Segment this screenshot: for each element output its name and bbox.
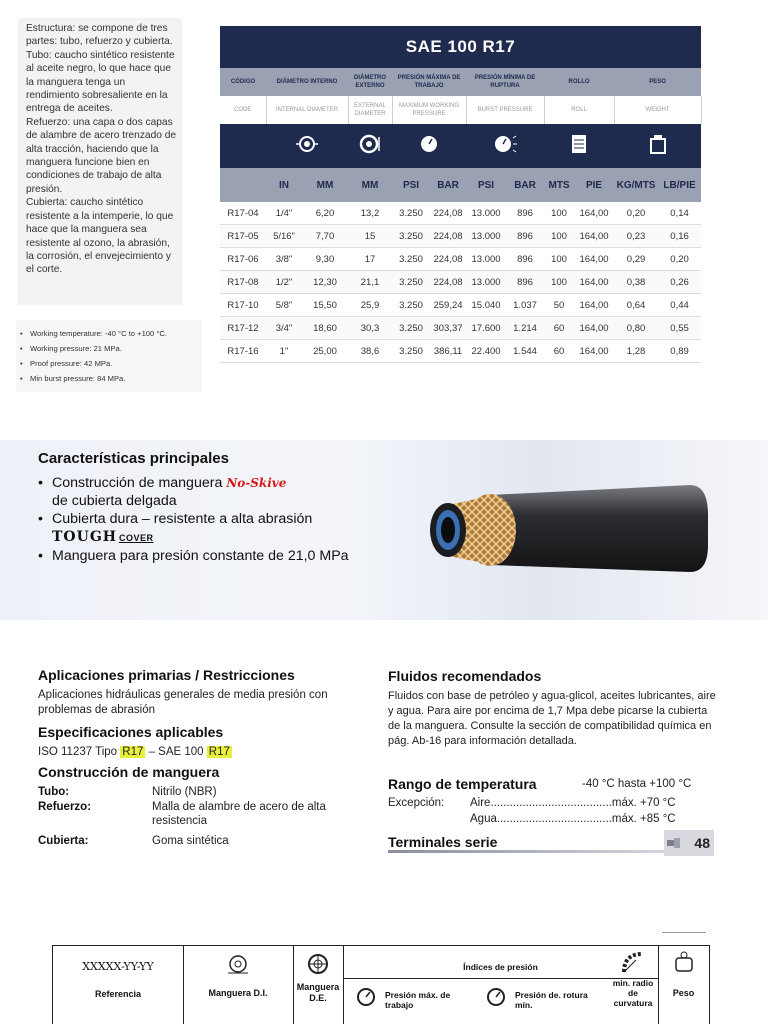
table-cell: 0,26 [658, 271, 701, 294]
table-cell: 60 [544, 317, 574, 340]
hose-od-icon [357, 133, 383, 155]
table-cell: R17-10 [220, 294, 266, 317]
temperature-title: Rango de temperatura [388, 776, 537, 792]
table-cell: 0,80 [614, 317, 658, 340]
unit-cell: MM [348, 168, 392, 202]
table-cell: R17-08 [220, 271, 266, 294]
table-cell: 3.250 [392, 271, 430, 294]
table-cell: 60 [544, 340, 574, 363]
unit-cell: PSI [392, 168, 430, 202]
table-cell: 1.214 [506, 317, 544, 340]
code-pattern: XXXXX-YY-YY [82, 960, 154, 973]
hose-id-column [183, 946, 294, 1024]
table-cell: 386,11 [430, 340, 466, 363]
table-cell: 0,23 [614, 225, 658, 248]
table-cell: 164,00 [574, 294, 614, 317]
header-row-en [220, 96, 701, 124]
table-row [220, 225, 701, 248]
table-cell: 13.000 [466, 225, 506, 248]
table-row [220, 248, 701, 271]
table-cell: 164,00 [574, 317, 614, 340]
unit-cell: BAR [506, 168, 544, 202]
table-cell: 5/8" [266, 294, 302, 317]
tough-cover-logo: TOUGH [52, 529, 118, 545]
table-cell: 896 [506, 202, 544, 225]
fluids-text: Fluidos con base de petróleo y agua-glicol, aceites lubricantes, aire y agua. Para aire por encima de 1,7 Mpa debe picarse la cubierta de la manguera. Consulte la sección de compatibilidad química en pág. Ab-16 para información detallada. [388, 690, 716, 747]
bend-radius-label: min. radio de curvatura [612, 978, 654, 1008]
hose-od-column [293, 946, 344, 1024]
table-row [220, 340, 701, 363]
ref-column [53, 946, 184, 1024]
table-row [220, 271, 701, 294]
construction-value-cover: Goma sintética [152, 835, 229, 847]
unit-cell: KG/MTS [614, 168, 658, 202]
feature-item [38, 547, 349, 565]
hose-id-icon [226, 952, 250, 976]
table-cell: 3/8" [266, 248, 302, 271]
table-cell: 164,00 [574, 340, 614, 363]
header-external-diameter: DIÁMETRO EXTERNO [348, 68, 392, 96]
construction-title: Construcción de manguera [38, 764, 220, 780]
burst-gauge-icon [492, 133, 518, 155]
temperature-exception-water: Agua....................................máx. +85 °C [470, 813, 676, 825]
terminals-series-number: 48 [694, 835, 710, 851]
unit-cell: PIE [574, 168, 614, 202]
table-cell: 6,20 [302, 202, 348, 225]
construction-label-reinforcement: Refuerzo: [38, 801, 92, 813]
header-burst-pressure-en: BURST PRESSURE [466, 96, 544, 124]
table-cell: 15 [348, 225, 392, 248]
table-cell: 0,29 [614, 248, 658, 271]
table-cell: 3.250 [392, 248, 430, 271]
header-internal-diameter: DIÁMETRO INTERNO [266, 68, 348, 96]
unit-cell [220, 168, 266, 202]
hose-image [420, 460, 720, 600]
reference-label: Referencia [94, 989, 142, 999]
table-cell: 3.250 [392, 225, 430, 248]
header-max-working-pressure: PRESIÓN MÁXIMA DE TRABAJO [392, 68, 466, 96]
applications-title: Aplicaciones primarias / Restricciones [38, 667, 295, 683]
table-cell: 0,89 [658, 340, 701, 363]
unit-cell: IN [266, 168, 302, 202]
table-cell: 13.000 [466, 202, 506, 225]
features-list [38, 474, 349, 565]
feature-text: de cubierta delgada [52, 493, 177, 509]
temperature-range: -40 °C hasta +100 °C [582, 778, 692, 790]
feature-text: Manguera para presión constante de 21,0 MPa [52, 548, 349, 564]
feature-text: Construcción de manguera [52, 475, 223, 491]
table-cell: 0,44 [658, 294, 701, 317]
header-row-es [220, 68, 701, 96]
feature-item [38, 510, 349, 547]
table-cell: 0,16 [658, 225, 701, 248]
unit-cell: MM [302, 168, 348, 202]
spec-working-pressure: • Working pressure: 21 MPa. [20, 341, 167, 356]
unit-cell: BAR [430, 168, 466, 202]
weight-column [658, 946, 709, 1024]
reference-table-header [52, 945, 710, 1024]
terminals-divider [388, 850, 708, 853]
no-skive-logo: No-Skive [226, 476, 287, 490]
table-cell: 224,08 [430, 225, 466, 248]
spec-code-highlight: R17 [208, 746, 230, 758]
weight-label: Peso [672, 988, 695, 998]
table-cell: 0,64 [614, 294, 658, 317]
table-cell: 15,50 [302, 294, 348, 317]
tough-cover-logo-sub: COVER [119, 533, 154, 543]
table-cell: 100 [544, 271, 574, 294]
bend-radius-icon [620, 950, 646, 976]
pressure-title: Índices de presión [463, 962, 538, 972]
table-cell: 896 [506, 248, 544, 271]
bend-radius-column [608, 946, 659, 1024]
max-working-pressure-label: Presión máx. de trabajo [385, 990, 451, 1010]
table-cell: 224,08 [430, 271, 466, 294]
applications-text: Aplicaciones hidráulicas generales de media presión con problemas de abrasión [38, 689, 328, 716]
unit-cell: MTS [544, 168, 574, 202]
sae-table-title: SAE 100 R17 [220, 26, 701, 68]
table-cell: 1.037 [506, 294, 544, 317]
table-cell: 1,28 [614, 340, 658, 363]
roll-icon [569, 133, 589, 155]
features-title: Características principales [38, 450, 229, 467]
table-cell: 3.250 [392, 202, 430, 225]
specs-list [20, 326, 167, 386]
header-max-working-pressure-en: MAXIMUM WORKING PRESSURE [392, 96, 466, 124]
table-cell: 0,55 [658, 317, 701, 340]
header-units-row [220, 168, 701, 202]
hose-id-label: Manguera D.I. [208, 988, 268, 998]
table-cell: 1/2" [266, 271, 302, 294]
table-cell: 12,30 [302, 271, 348, 294]
temperature-exception-air: Aire......................................máx. +70 °C [470, 797, 676, 809]
table-cell: 3.250 [392, 317, 430, 340]
header-icons-row [220, 124, 701, 168]
decor-rule [662, 932, 706, 933]
spec-proof-pressure: • Proof pressure: 42 MPa. [20, 356, 167, 371]
header-roll: ROLLO [544, 68, 614, 96]
weight-icon [672, 950, 696, 974]
table-cell: 303,37 [430, 317, 466, 340]
table-cell: 100 [544, 202, 574, 225]
unit-cell: PSI [466, 168, 506, 202]
table-cell: 100 [544, 225, 574, 248]
table-cell: 22.400 [466, 340, 506, 363]
sae-table-body [220, 202, 701, 363]
table-cell: 3.250 [392, 294, 430, 317]
header-code-en: CODE [220, 96, 266, 124]
hose-id-icon [294, 133, 320, 155]
table-cell: 0,20 [614, 202, 658, 225]
table-cell: 18,60 [302, 317, 348, 340]
table-cell: R17-06 [220, 248, 266, 271]
table-cell: 896 [506, 271, 544, 294]
sae-table-grid [220, 68, 702, 363]
table-cell: 17.600 [466, 317, 506, 340]
construction-label-cover: Cubierta: [38, 835, 89, 847]
table-cell: 1" [266, 340, 302, 363]
table-row [220, 317, 701, 340]
table-cell: 164,00 [574, 271, 614, 294]
table-cell: 13,2 [348, 202, 392, 225]
table-cell: 17 [348, 248, 392, 271]
unit-cell: LB/PIE [658, 168, 701, 202]
burst-gauge-icon [485, 986, 507, 1008]
table-cell: 100 [544, 248, 574, 271]
weight-icon [648, 133, 668, 155]
table-cell: 164,00 [574, 248, 614, 271]
spec-working-temperature: • Working temperature: -40 °C to +100 °C. [20, 326, 167, 341]
header-roll-en: ROLL [544, 96, 614, 124]
gauge-icon [418, 133, 440, 155]
table-cell: 3.250 [392, 340, 430, 363]
table-cell: 25,00 [302, 340, 348, 363]
feature-item [38, 474, 349, 510]
table-cell: 13.000 [466, 271, 506, 294]
table-cell: 3/4" [266, 317, 302, 340]
fitting-icon [666, 835, 682, 851]
header-external-diameter-en: EXTERNAL DIAMETER [348, 96, 392, 124]
table-cell: 7,70 [302, 225, 348, 248]
hose-od-icon [306, 952, 330, 976]
header-weight: PESO [614, 68, 701, 96]
terminals-title: Terminales serie [388, 834, 498, 850]
table-cell: 0,20 [658, 248, 701, 271]
table-cell: 164,00 [574, 202, 614, 225]
temperature-exception-label: Excepción: [388, 797, 445, 809]
table-cell: 15.040 [466, 294, 506, 317]
table-cell: 259,24 [430, 294, 466, 317]
table-row [220, 202, 701, 225]
spec-code-highlight: R17 [122, 746, 144, 758]
table-cell: R17-04 [220, 202, 266, 225]
table-cell: 21,1 [348, 271, 392, 294]
spec-middle: – SAE 100 [148, 746, 204, 758]
table-cell: 13.000 [466, 248, 506, 271]
sae-table [220, 26, 701, 363]
min-burst-pressure-label: Presión de. rotura mín. [515, 990, 588, 1010]
description-text: Estructura: se compone de tres partes: tubo, refuerzo y cubierta. Tubo: caucho sintético resistente al aceite negro, lo que hace que la manguera tenga un rendimiento sobresaliente en la entrega de aceites. Refuerzo: una capa o dos capas de alambre de acero trenzado de alta tracción, haciendo que la manguera funcione bien en condiciones de trabajo de alta presión. Cubierta: caucho sintético resistente a la intemperie, lo que hace que la manguera sea resistente al ozono, la abrasión, la corrosión, el envejecimiento y el corte. [26, 23, 177, 276]
specifications-title: Especificaciones aplicables [38, 724, 224, 740]
table-cell: 164,00 [574, 225, 614, 248]
header-burst-pressure: PRESIÓN MÍNIMA DE RUPTURA [466, 68, 544, 96]
construction-value-reinforcement: Malla de alambre de acero de alta resistencia [152, 801, 326, 827]
hose-od-label: Manguera D.E. [296, 982, 340, 1003]
table-cell: 9,30 [302, 248, 348, 271]
spec-prefix: ISO 11237 Tipo [38, 746, 118, 758]
construction-label-tube: Tubo: [38, 786, 70, 798]
table-cell: 5/16" [266, 225, 302, 248]
header-code: CÓDIGO [220, 68, 266, 96]
specifications-line [38, 745, 232, 760]
feature-text: Cubierta dura – resistente a alta abrasión [52, 511, 313, 527]
table-cell: 896 [506, 225, 544, 248]
header-weight-en: WEIGHT [614, 96, 701, 124]
terminals-series-badge [664, 830, 714, 856]
table-cell: 224,08 [430, 202, 466, 225]
table-cell: 1/4" [266, 202, 302, 225]
table-cell: 224,08 [430, 248, 466, 271]
fluids-title: Fluidos recomendados [388, 668, 542, 684]
construction-value-tube: Nitrilo (NBR) [152, 786, 217, 798]
table-cell: 0,14 [658, 202, 701, 225]
table-cell: 25,9 [348, 294, 392, 317]
table-cell: 38,6 [348, 340, 392, 363]
gauge-icon [355, 986, 377, 1008]
table-cell: R17-16 [220, 340, 266, 363]
table-cell: 0,38 [614, 271, 658, 294]
table-cell: R17-05 [220, 225, 266, 248]
header-internal-diameter-en: INTERNAL DIAMETER [266, 96, 348, 124]
table-cell: 1.544 [506, 340, 544, 363]
spec-burst-pressure: • Min burst pressure: 84 MPa. [20, 371, 167, 386]
table-row [220, 294, 701, 317]
table-cell: 30,3 [348, 317, 392, 340]
table-cell: R17-12 [220, 317, 266, 340]
table-cell: 50 [544, 294, 574, 317]
